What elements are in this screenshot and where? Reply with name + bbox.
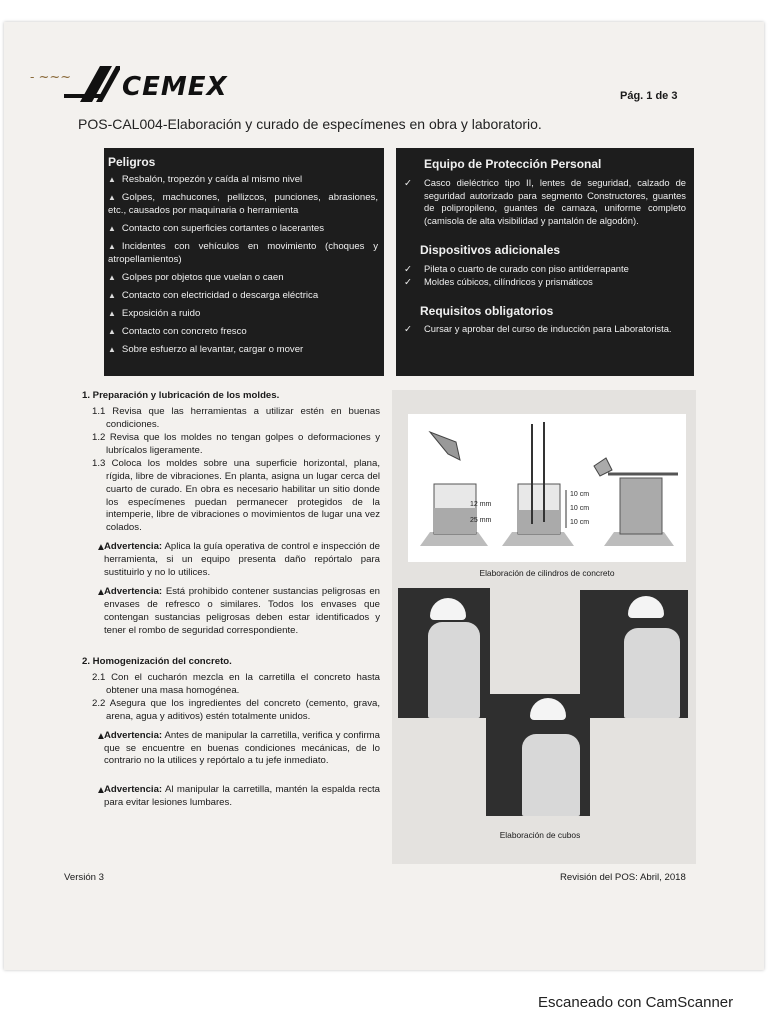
dimension-label: 10 cm xyxy=(570,491,590,498)
warning-cone-icon: ▲ xyxy=(96,542,106,554)
revision-label: Revisión del POS: Abril, 2018 xyxy=(560,872,686,883)
cylinders-caption: Elaboración de cilindros de concreto xyxy=(479,568,615,578)
warning-note: ▲ Advertencia: Al manipular la carretilla, mantén la espalda recta para evitar lesiones lumbares. xyxy=(96,784,380,809)
photo-worker-center xyxy=(486,694,590,816)
warning-note: ▲ Advertencia: Antes de manipular la carretilla, verifica y confirma que se encuentre en buenas condiciones mecánicas, de lo contrario no la utilices y repórtalo a tu jefe inmediato. xyxy=(96,729,380,767)
page-number: Pág. 1 de 3 xyxy=(620,90,678,102)
requirements-text: ✓ Cursar y aprobar del curso de inducción para Laboratorista. xyxy=(420,323,686,336)
handwritten-mark: - ~~~ xyxy=(30,70,72,85)
hazards-title: Peligros xyxy=(108,155,156,169)
ppe-text: ✓ Casco dieléctrico tipo II, lentes de seguridad, calzado de seguridad autorizado para segmento Constructores, guantes de polipropileno, guantes de carnaza, uniforme completo (camisola de alta visibilidad y pantalón de algodón). xyxy=(420,177,686,229)
dimension-label: 12 mm xyxy=(470,501,492,508)
scanner-watermark: Escaneado con CamScanner xyxy=(538,994,734,1011)
hazards-panel xyxy=(104,148,384,376)
requirements-title: Requisitos obligatorios xyxy=(420,303,554,318)
ppe-title: Equipo de Protección Personal xyxy=(424,157,602,171)
cylinder-drawing xyxy=(408,414,686,562)
step-item: 2.2 Asegura que los ingredientes del concreto (cemento, grava, arena, agua y aditivos) estén totalmente unidos. xyxy=(92,697,380,722)
worker-figure xyxy=(428,622,480,718)
warning-cone-icon: ▲ xyxy=(96,785,106,797)
step-item: 1.3 Coloca los moldes sobre una superficie horizontal, plana, rígida, libre de vibraciones. En planta, asigna un lugar cerca del cuarto de curado. En obra es necesario habilitar un sitio donde los especímenes puedan permanecer protegidos de la intemperie, libre de vibraciones o movimientos de lugar una vez colados. xyxy=(92,457,380,534)
list-item: ▲ Sobre esfuerzo al levantar, cargar o mover xyxy=(108,343,304,355)
ppe-panel xyxy=(396,148,694,376)
step-item: 1.2 Revisa que los moldes no tengan golpes o deformaciones y lubrícalos ligeramente. xyxy=(92,431,380,456)
cubes-caption: Elaboración de cubos xyxy=(499,830,581,840)
list-item: ▲ Golpes, machucones, pellizcos, punciones, abrasiones, etc., causados por maquinaria o herramienta xyxy=(108,192,378,217)
procedure-text xyxy=(82,390,380,816)
warning-cone-icon: ▲ xyxy=(108,224,116,233)
warning-note: ▲ Advertencia: Está prohibido contener sustancias peligrosas en envases de refresco o similares. Todos los envases que contengan sustancias peligrosas deben estar identificados y tener el rombo de seguridad correspondiente. xyxy=(96,586,381,636)
cemex-logo xyxy=(30,62,240,108)
list-item: ▲ Contacto con electricidad o descarga eléctrica xyxy=(108,289,319,301)
hard-hat-icon xyxy=(430,598,466,620)
list-item: ▲ Incidentes con vehículos en movimiento (choques y atropellamientos) xyxy=(108,240,378,265)
step-item: 2.1 Con el cucharón mezcla en la carretilla el concreto hasta obtener una masa homogénea. xyxy=(92,671,380,696)
step-item: 1.1 Revisa que las herramientas a utilizar estén en buenas condiciones. xyxy=(92,405,380,430)
version-label: Versión 3 xyxy=(64,872,105,883)
warning-cone-icon: ▲ xyxy=(108,326,116,336)
list-item: ▲ Resbalón, tropezón y caída al mismo nivel xyxy=(108,174,303,186)
warning-cone-icon: ▲ xyxy=(108,193,116,203)
warning-cone-icon: ▲ xyxy=(108,175,116,185)
photo-worker-left xyxy=(398,588,490,718)
warning-cone-icon: ▲ xyxy=(108,308,116,318)
dimension-label: 25 mm xyxy=(470,517,492,524)
devices-title: Dispositivos adicionales xyxy=(420,243,561,258)
cemex-logo-icon xyxy=(60,62,120,108)
worker-figure xyxy=(522,734,580,816)
list-item: ▲ Contacto con concreto fresco xyxy=(108,325,247,337)
hazards-list xyxy=(104,174,384,356)
warning-cone-icon: ▲ xyxy=(108,241,116,251)
warning-note: ▲ Advertencia: Aplica la guía operativa de control e inspección de herramienta, si un equipo presenta daño repórtalo para sustituirlo y no lo utilices. xyxy=(96,541,380,579)
warning-cone-icon: ▲ xyxy=(96,730,106,742)
hard-hat-icon xyxy=(530,698,566,720)
logo-text: CEMEX xyxy=(122,72,228,102)
worker-figure xyxy=(624,628,680,718)
hard-hat-icon xyxy=(628,596,664,618)
list-item: ▲ Contacto con superficies cortantes o lacerantes xyxy=(108,223,325,234)
warning-cone-icon: ▲ xyxy=(108,272,116,282)
list-item: ▲ Exposición a ruido xyxy=(108,307,201,319)
section-2-title: 2. Homogenización del concreto. xyxy=(82,655,232,667)
photo-worker-right xyxy=(580,590,688,718)
list-item: ✓ Moldes cúbicos, cilíndricos y prismáticos xyxy=(420,276,686,289)
dimension-label: 10 cm xyxy=(570,519,590,526)
warning-cone-icon: ▲ xyxy=(96,587,106,599)
section-1-title: 1. Preparación y lubricación de los moldes. xyxy=(82,390,280,401)
warning-cone-icon: ▲ xyxy=(108,290,116,300)
document-title: POS-CAL004-Elaboración y curado de especímenes en obra y laboratorio. xyxy=(78,116,542,132)
dimension-label: 10 cm xyxy=(570,505,590,512)
cylinder-diagram xyxy=(408,414,686,562)
list-item: ▲ Golpes por objetos que vuelan o caen xyxy=(108,271,284,283)
warning-cone-icon: ▲ xyxy=(108,344,116,354)
list-item: ✓ Pileta o cuarto de curado con piso antiderrapante xyxy=(420,263,686,276)
